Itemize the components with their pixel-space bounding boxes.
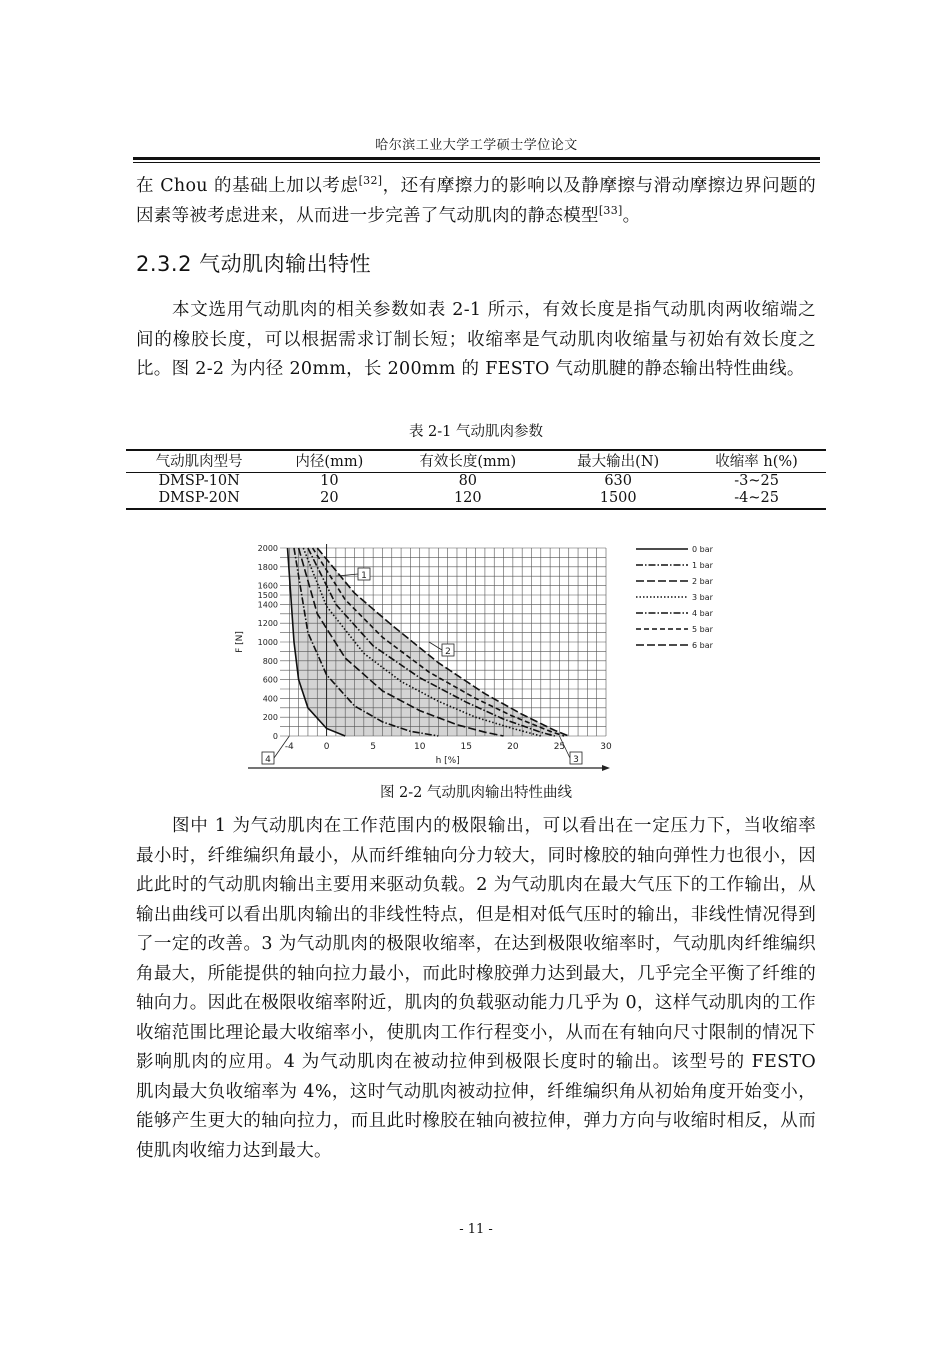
legend-label: 4 bar xyxy=(692,609,713,618)
legend-label: 0 bar xyxy=(692,545,713,554)
parameter-table xyxy=(126,449,826,510)
y-tick-label: 1200 xyxy=(257,619,278,629)
callout-label: 3 xyxy=(573,755,579,765)
section-heading: 2.3.2 气动肌肉输出特性 xyxy=(136,252,372,276)
x-tick-label: -4 xyxy=(284,742,294,752)
x-tick-label: 10 xyxy=(413,742,426,752)
citation-32: [32] xyxy=(358,174,383,187)
paragraph-intro-text-2: ，还有摩擦力的影响以及静摩擦与滑动摩擦边界问题的因素等被考虑进来，从而进一步完善了气动肌肉的静态模型 xyxy=(136,176,817,226)
citation-33: [33] xyxy=(598,203,623,217)
y-axis-label: F [N] xyxy=(235,631,245,653)
table-row xyxy=(126,490,826,509)
paragraph-analysis: 图中 1 为气动肌肉在工作范围内的极限输出，可以看出在一定压力下，当收缩率最小时，纤维编织角最小，从而纤维轴向分力较大，同时橡胶的轴向弹性力也很小，因此此时的气动肌肉输出主要用来驱动负载。2 为气动肌肉在最大气压下的工作输出，从输出曲线可以看出肌肉输出的非线性特点，但是相对低气压时的输出，非线性情况得到了一定的改善。3 为气动肌肉的极限收缩率，在达到极限收缩率时，气动肌肉纤维编织角最大，所能提供的轴向拉力最小，而此时橡胶弹力达到最大，几乎完全平衡了纤维的轴向力。因此在极限收缩率附近，肌肉的负载驱动能力几乎为 0，这样气动肌肉的工作收缩范围比理论最大收缩率小，使肌肉工作行程变小，从而在有轴向尺寸限制的情况下影响肌肉的应用。4 为气动肌肉在被动拉伸到极限长度时的输出。该型号的 FESTO 肌肉最大负收缩率为 4%，这时气动肌肉被动拉伸，纤维编织角从初始角度开始变小，能够产生更大的轴向拉力，而且此时橡胶在轴向被拉伸，弹力方向与收缩时相反，从而使肌肉收缩力达到最大。 xyxy=(136,816,816,1161)
paragraph-intro-text-1: 在 Chou 的基础上加以考虑 xyxy=(136,176,359,196)
x-tick-label: 0 xyxy=(323,742,330,752)
y-tick-label: 1000 xyxy=(257,638,278,647)
y-tick-label: 800 xyxy=(262,656,278,666)
y-tick-label: 1500 xyxy=(257,591,278,600)
table-cell: 630 xyxy=(604,473,633,489)
x-tick-label: 5 xyxy=(370,742,377,752)
table-header-cell: 内径(mm) xyxy=(272,450,386,473)
y-tick-label: 200 xyxy=(262,713,278,723)
legend-label: 1 bar xyxy=(692,561,713,570)
x-tick-label: 20 xyxy=(507,742,519,752)
table-header-cell: 气动肌肉型号 xyxy=(126,450,272,473)
h-arrow-head xyxy=(602,765,610,771)
callout-label: 4 xyxy=(265,755,271,765)
y-tick-label: 1800 xyxy=(257,562,278,572)
legend-label: 3 bar xyxy=(692,593,713,602)
table-cell: 80 xyxy=(458,473,478,489)
table-cell: DMSP-20N xyxy=(126,490,272,509)
table-cell: DMSP-10N xyxy=(158,473,240,489)
table-header-row xyxy=(126,450,826,473)
page-number: - 11 - xyxy=(459,1222,493,1237)
table-header-cell: 最大输出(N) xyxy=(549,450,687,473)
force-contraction-chart xyxy=(228,538,728,774)
table-header-cell: 收缩率 h(%) xyxy=(687,450,826,473)
table-cell: 120 xyxy=(386,490,549,509)
table-header-cell: 有效长度(mm) xyxy=(386,450,549,473)
legend-label: 2 bar xyxy=(692,577,713,586)
table-caption: 表 2-1 气动肌肉参数 xyxy=(408,424,544,440)
table-cell: -3~25 xyxy=(734,473,779,489)
paragraph-intro-text-3: 。 xyxy=(622,205,641,226)
callout-label: 2 xyxy=(445,647,451,657)
paragraph-intro xyxy=(136,172,816,231)
table-row xyxy=(126,473,826,491)
legend-label: 6 bar xyxy=(692,641,713,650)
header-rule-thin xyxy=(133,162,820,163)
x-tick-label: 30 xyxy=(600,742,612,752)
y-tick-label: 1400 xyxy=(257,600,278,610)
table-cell: 20 xyxy=(272,490,386,509)
y-tick-label: 2000 xyxy=(257,544,278,553)
callout-leader xyxy=(429,642,442,650)
callout-label: 1 xyxy=(361,571,367,581)
paragraph-params: 本文选用气动肌肉的相关参数如表 2-1 所示，有效长度是指气动肌肉两收缩端之间的橡胶长度，可以根据需求订制长短；收缩率是气动肌肉收缩量与初始有效长度之比。图 2-2 为内径 20mm，长 200mm 的 FESTO 气动肌腱的静态输出特性曲线。 xyxy=(136,300,816,379)
x-tick-label: 25 xyxy=(553,742,566,752)
figure-caption: 图 2-2 气动肌肉输出特性曲线 xyxy=(379,785,573,801)
running-header: 哈尔滨工业大学工学硕士学位论文 xyxy=(375,138,578,153)
y-tick-label: 1600 xyxy=(257,581,278,591)
x-tick-label: 15 xyxy=(460,742,473,752)
y-tick-label: 400 xyxy=(262,694,278,704)
legend-label: 5 bar xyxy=(692,625,713,634)
y-tick-label: 0 xyxy=(272,732,278,741)
y-tick-label: 600 xyxy=(262,675,278,685)
header-rule-thick xyxy=(133,157,820,160)
table-cell: 1500 xyxy=(549,490,687,509)
table-cell: -4~25 xyxy=(687,490,826,509)
table-cell: 10 xyxy=(320,473,339,489)
x-axis-label: h [%] xyxy=(435,756,460,766)
